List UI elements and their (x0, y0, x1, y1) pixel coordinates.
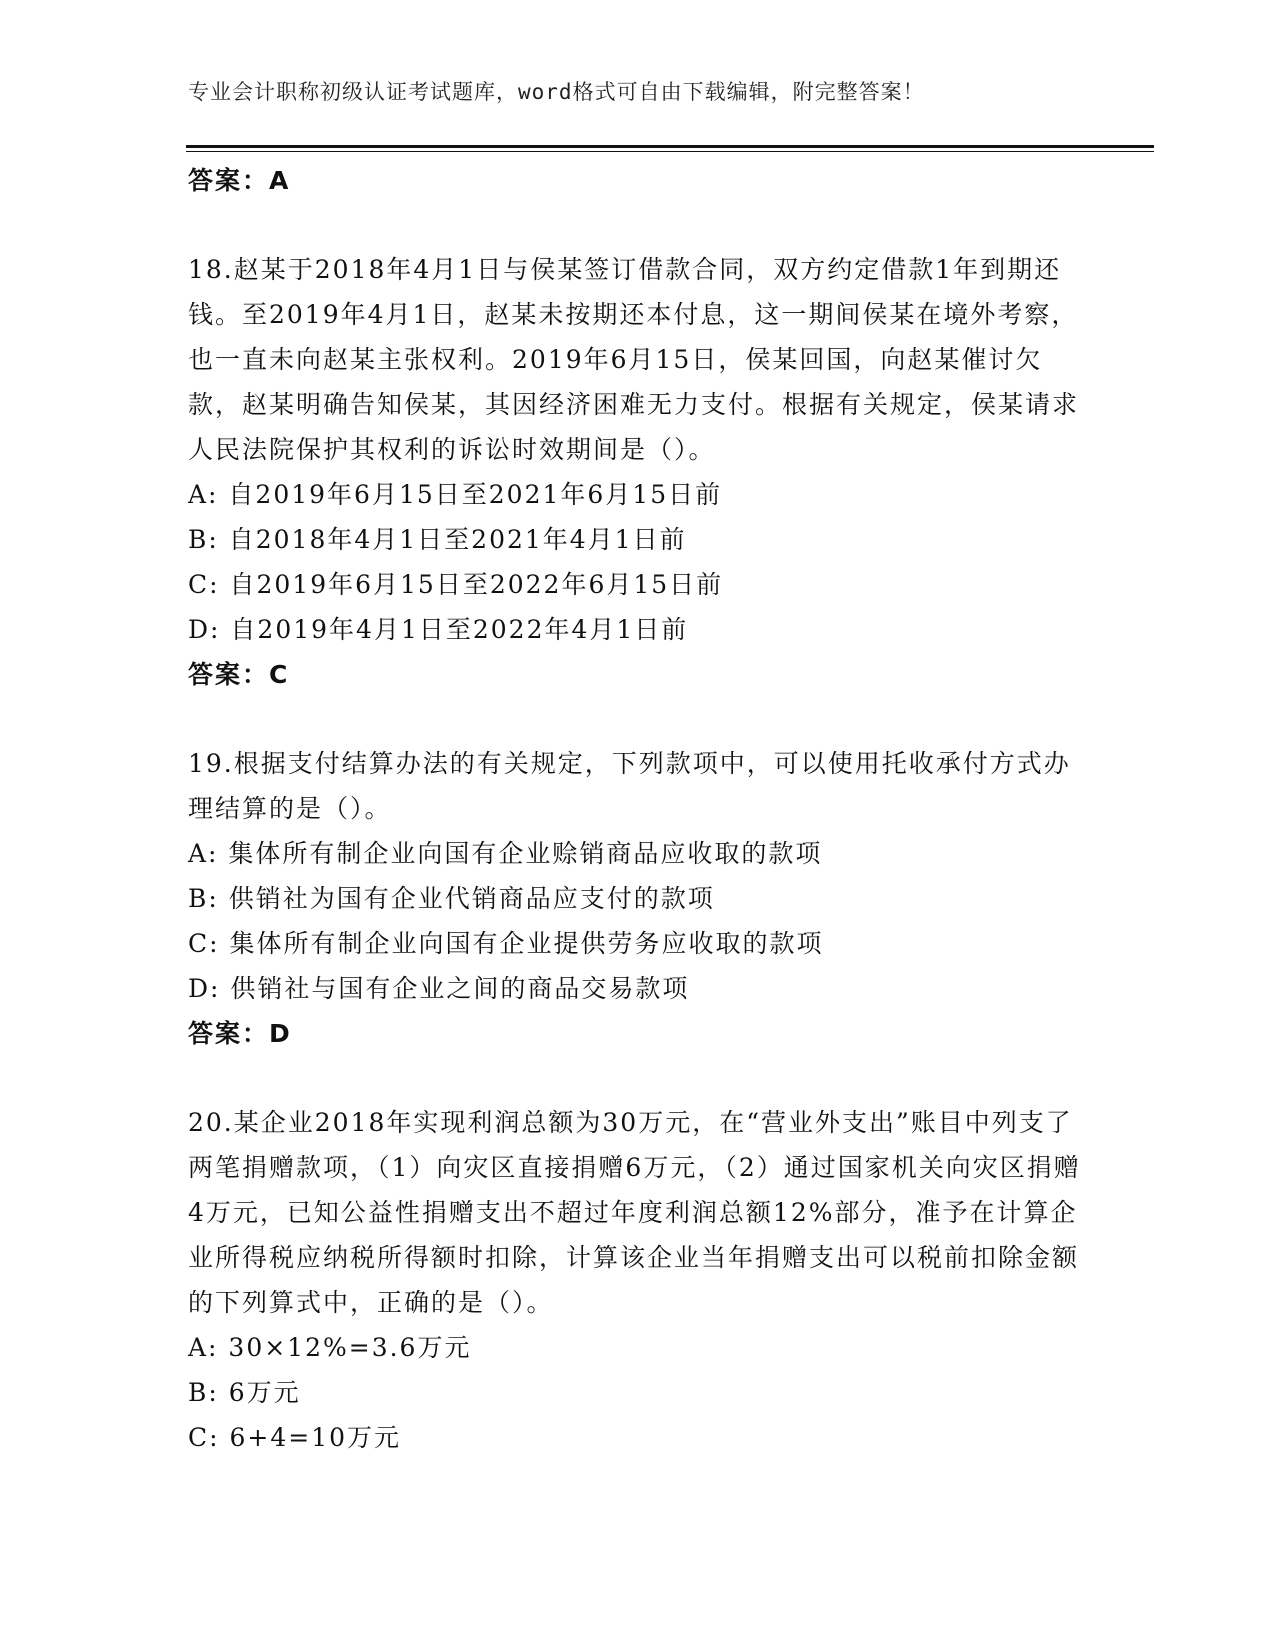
option-a: A: 30×12%=3.6万元 (188, 1333, 472, 1362)
option-b: B: 6万元 (188, 1378, 301, 1407)
option-c: C: 6+4=10万元 (188, 1423, 402, 1452)
question-text: 18.赵某于2018年4月1日与侯某签订借款合同，双方约定借款1年到期还钱。至2019年4月1日，赵某未按期还本付息，这一期间侯某在境外考察，也一直未向赵某主张权利。2019年6月15日，侯某回国，向赵某催讨欠款，赵某明确告知侯某，其因经济困难无力支付。根据有关规定，侯某请求人民法院保护其权利的诉讼时效期间是（）。 (188, 255, 1080, 464)
question-text: 19.根据支付结算办法的有关规定，下列款项中，可以使用托收承付方式办理结算的是（）。 (188, 749, 1071, 823)
answer-line: 答案：A (188, 166, 291, 195)
answer-line: 答案：D (188, 1019, 292, 1048)
header-divider-thin (186, 151, 1154, 152)
option-b: B: 自2018年4月1日至2021年4月1日前 (188, 525, 687, 554)
question-20 (188, 1100, 1088, 1460)
option-d: D: 供销社与国有企业之间的商品交易款项 (188, 974, 690, 1003)
option-c: C: 自2019年6月15日至2022年6月15日前 (188, 570, 724, 599)
question-18 (188, 247, 1088, 697)
page-header: 专业会计职称初级认证考试题库，word格式可自由下载编辑，附完整答案！ (188, 80, 925, 104)
option-a: A: 自2019年6月15日至2021年6月15日前 (188, 480, 723, 509)
option-a: A: 集体所有制企业向国有企业赊销商品应收取的款项 (188, 839, 823, 868)
option-c: C: 集体所有制企业向国有企业提供劳务应收取的款项 (188, 929, 824, 958)
header-divider-thick (186, 145, 1154, 148)
spacer (188, 203, 1088, 247)
spacer (188, 697, 1088, 741)
option-d: D: 自2019年4月1日至2022年4月1日前 (188, 615, 689, 644)
document-body (188, 158, 1088, 1460)
answer-line: 答案：C (188, 660, 290, 689)
spacer (188, 1056, 1088, 1100)
option-b: B: 供销社为国有企业代销商品应支付的款项 (188, 884, 715, 913)
question-text: 20.某企业2018年实现利润总额为30万元，在“营业外支出”账目中列支了两笔捐赠款项，（1）向灾区直接捐赠6万元，（2）通过国家机关向灾区捐赠4万元，已知公益性捐赠支出不超过年度利润总额12%部分，准予在计算企业所得税应纳税所得额时扣除，计算该企业当年捐赠支出可以税前扣除金额的下列算式中，正确的是（）。 (188, 1108, 1081, 1317)
question-19 (188, 741, 1088, 1056)
